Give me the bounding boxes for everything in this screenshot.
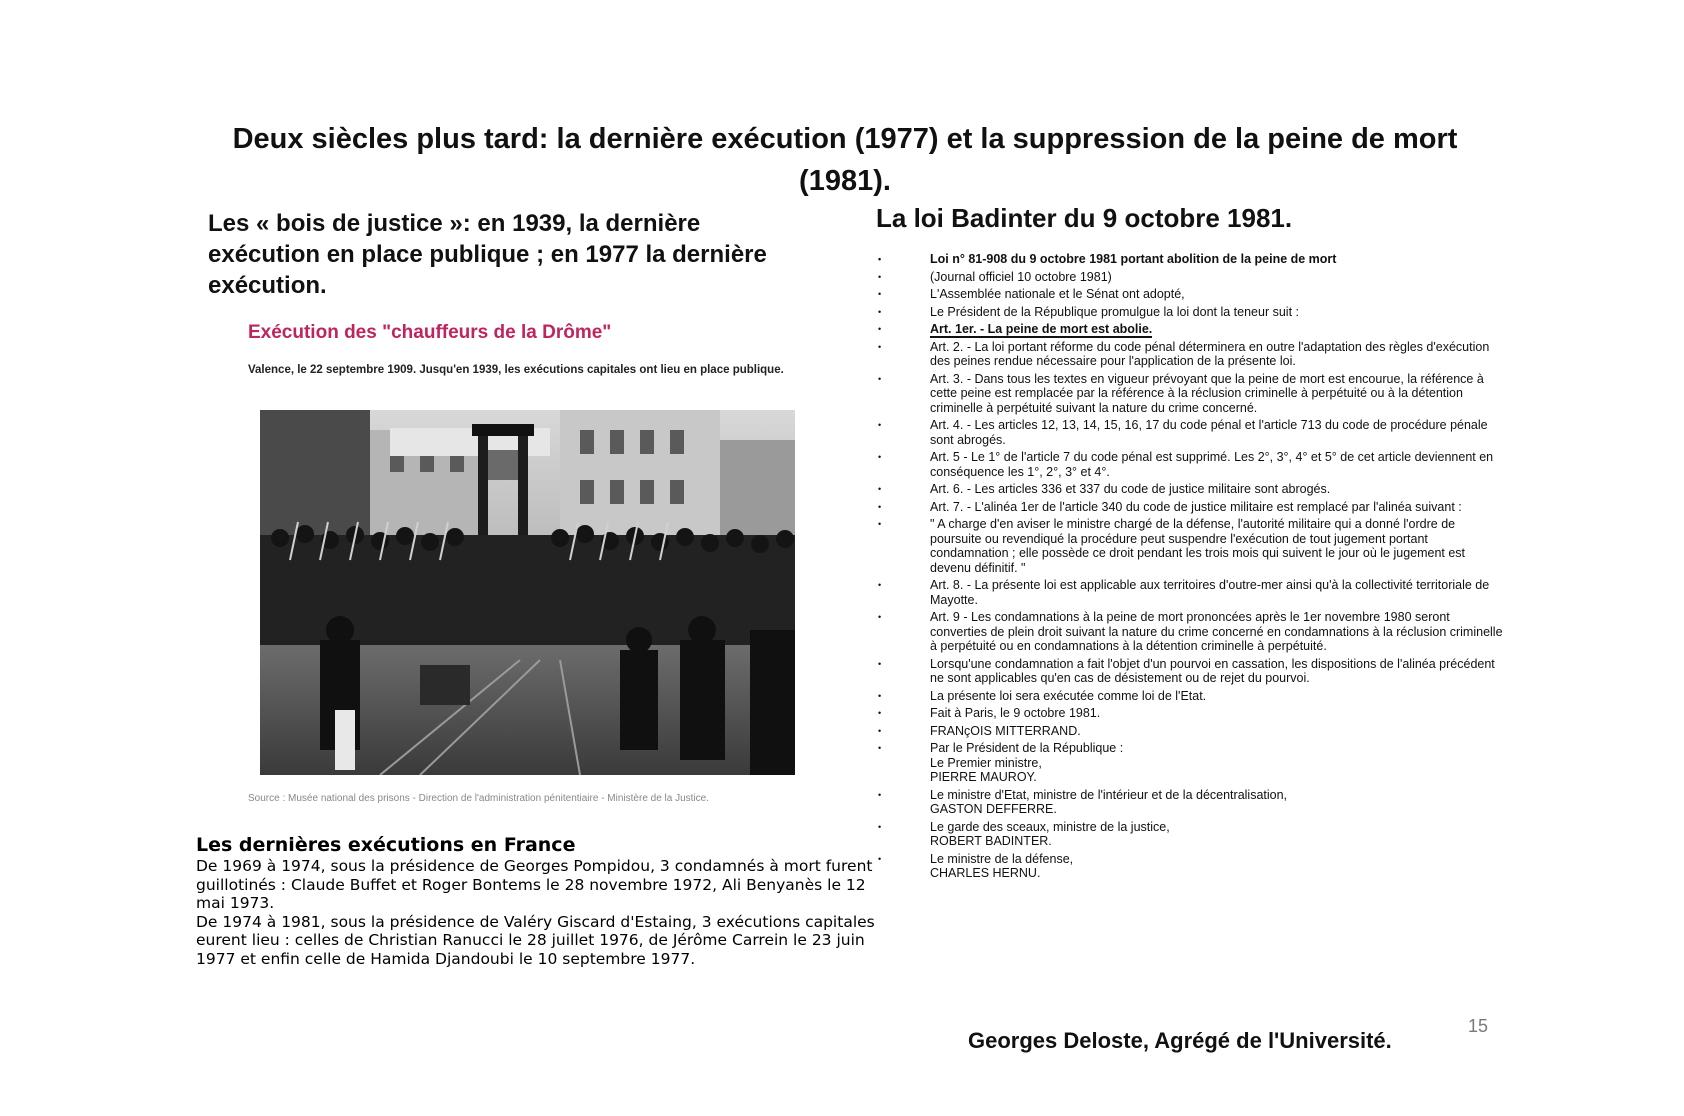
law-item: [878, 340, 1503, 369]
photo-source: Source : Musée national des prisons - Direction de l'administration pénitentiaire - Ministère de la Justice.: [248, 793, 710, 804]
signatory-name: CHARLES HERNU.: [930, 866, 1041, 880]
article-text: - L'alinéa 1er de l'article 340 du code de justice militaire est remplacé par l'alinéa suivant :: [963, 499, 1462, 514]
page-number: 15: [1468, 1016, 1489, 1036]
law-item: [878, 578, 1503, 607]
law-item: [878, 788, 1503, 817]
article-label: Art. 3.: [930, 371, 964, 386]
signatory-name: PIERRE MAUROY.: [930, 770, 1037, 784]
signatory-name: GASTON DEFFERRE.: [930, 802, 1057, 816]
article-label: Art. 9: [930, 610, 960, 624]
executions-heading: Les dernières exécutions en France: [196, 834, 576, 856]
law-item: [878, 372, 1503, 416]
law-item: [878, 418, 1503, 447]
signatory-line: • Le garde des sceaux, ministre de la justice,: [930, 819, 1170, 834]
article-label: Art. 2.: [930, 339, 964, 354]
law-item: [878, 820, 1503, 849]
left-heading: Les « bois de justice »: en 1939, la dernière exécution en place publique ; en 1977 la dernière exécution.: [208, 210, 767, 299]
law-item: [878, 500, 1503, 515]
article-text: - La présente loi est applicable aux territoires d'outre-mer ainsi qu'à la collectivité territoriale de Mayotte.: [930, 578, 1490, 607]
article-label: Art. 6.: [930, 482, 964, 496]
executions-body: [196, 857, 876, 968]
law-item: [878, 482, 1503, 497]
execution-photo-drawing: [260, 410, 795, 775]
execution-photo: [260, 410, 795, 775]
panel-title: Exécution des "chauffeurs de la Drôme": [248, 322, 612, 343]
article-label: Art. 4.: [930, 418, 964, 432]
signatory-line: Le Premier ministre,: [930, 755, 1042, 770]
law-item: [878, 741, 1503, 785]
article-text: - Les condamnations à la peine de mort prononcées après le 1er novembre 1980 seront converties de plein droit suivant la nature du crime concerné en condamnations à la réclusion criminelle à perpétuité ou en condamnations à la détention criminelle à perpétuité.: [930, 610, 1503, 653]
signatory-name: ROBERT BADINTER.: [930, 834, 1052, 848]
article-text: - La loi portant réforme du code pénal déterminera en outre l'adaptation des règles d'exécution des peines rendue nécessaire pour l'application de la présente loi.: [930, 339, 1490, 368]
law-item: [878, 322, 1503, 337]
law-item: • Le Président de la République promulgue la loi dont la teneur suit :: [878, 305, 1503, 320]
slide-title: Deux siècles plus tard: la dernière exécution (1977) et la suppression de la peine de mort (1981).: [232, 123, 1458, 197]
article-text: - Les articles 336 et 337 du code de justice militaire sont abrogés.: [963, 482, 1331, 496]
executions-paragraph-2: De 1974 à 1981, sous la présidence de Valéry Giscard d'Estaing, 3 exécutions capitales eurent lieu : celles de Christian Ranucci le 28 juillet 1976, de Jérôme Carrein le 23 juin 1977 et enfin celle de Hamida Djandoubi le 10 septembre 1977.: [196, 912, 875, 968]
article-text: - Les articles 12, 13, 14, 15, 16, 17 du code pénal et l'article 713 du code de procédure pénale sont abrogés.: [930, 418, 1488, 447]
signatory-line: • Le ministre d'Etat, ministre de l'intérieur et de la décentralisation,: [930, 787, 1288, 802]
article-label: Art. 7.: [930, 499, 964, 514]
law-item: • Fait à Paris, le 9 octobre 1981.: [878, 706, 1503, 721]
signatory-line: • Par le Président de la République :: [930, 741, 1124, 755]
law-item: • L'Assemblée nationale et le Sénat ont adopté,: [878, 287, 1503, 302]
article-label: Art. 5: [930, 450, 960, 464]
law-item: • Lorsqu'une condamnation a fait l'objet d'un pourvoi en cassation, les dispositions de l'alinéa précédent ne sont applicables qu'en cas de désistement ou de rejet du pourvoi.: [878, 657, 1503, 686]
law-text-list: [878, 252, 1503, 884]
law-item: • La présente loi sera exécutée comme loi de l'Etat.: [878, 689, 1503, 704]
law-item: [878, 450, 1503, 479]
article-text: - Le 1° de l'article 7 du code pénal est supprimé. Les 2°, 3°, 4° et 5° de cet article deviennent en conséquence les 1°, 2°, 3° et 4°.: [930, 450, 1494, 479]
right-heading: La loi Badinter du 9 octobre 1981.: [876, 203, 1293, 233]
article-1: Art. 1er. - La peine de mort est abolie.: [930, 322, 1153, 336]
signatory-line: • Le ministre de la défense,: [930, 851, 1074, 866]
law-item: • FRANçOIS MITTERRAND.: [878, 724, 1503, 739]
article-text: - Dans tous les textes en vigueur prévoyant que la peine de mort est encourue, la référence à cette peine est remplacée par la référence à la réclusion criminelle à perpétuité ou à la détention criminelle à perpétuité suivant la nature du crime concerné.: [930, 371, 1484, 415]
law-item: [878, 852, 1503, 881]
panel-caption: Valence, le 22 septembre 1909. Jusqu'en 1939, les exécutions capitales ont lieu en place publique.: [248, 364, 784, 376]
executions-paragraph-1: De 1969 à 1974, sous la présidence de Georges Pompidou, 3 condamnés à mort furent guillotinés : Claude Buffet et Roger Bontems le 28 novembre 1972, Ali Benyanès le 12 mai 1973.: [196, 857, 873, 912]
law-item: • Loi n° 81-908 du 9 octobre 1981 portant abolition de la peine de mort: [878, 252, 1503, 267]
article-label: Art. 8.: [930, 578, 964, 592]
law-item: • (Journal officiel 10 octobre 1981): [878, 270, 1503, 285]
law-item: • " A charge d'en aviser le ministre chargé de la défense, l'autorité militaire qui a donné l'ordre de poursuite ou revendiqué la procédure peut suspendre l'exécution de tout jugement portant condamnation ; elle possède ce droit pendant les trois mois qui suivent le jour où le jugement est devenu définitif. ": [878, 517, 1503, 575]
author-signature: Georges Deloste, Agrégé de l'Université.: [968, 1028, 1392, 1053]
law-item: [878, 610, 1503, 654]
